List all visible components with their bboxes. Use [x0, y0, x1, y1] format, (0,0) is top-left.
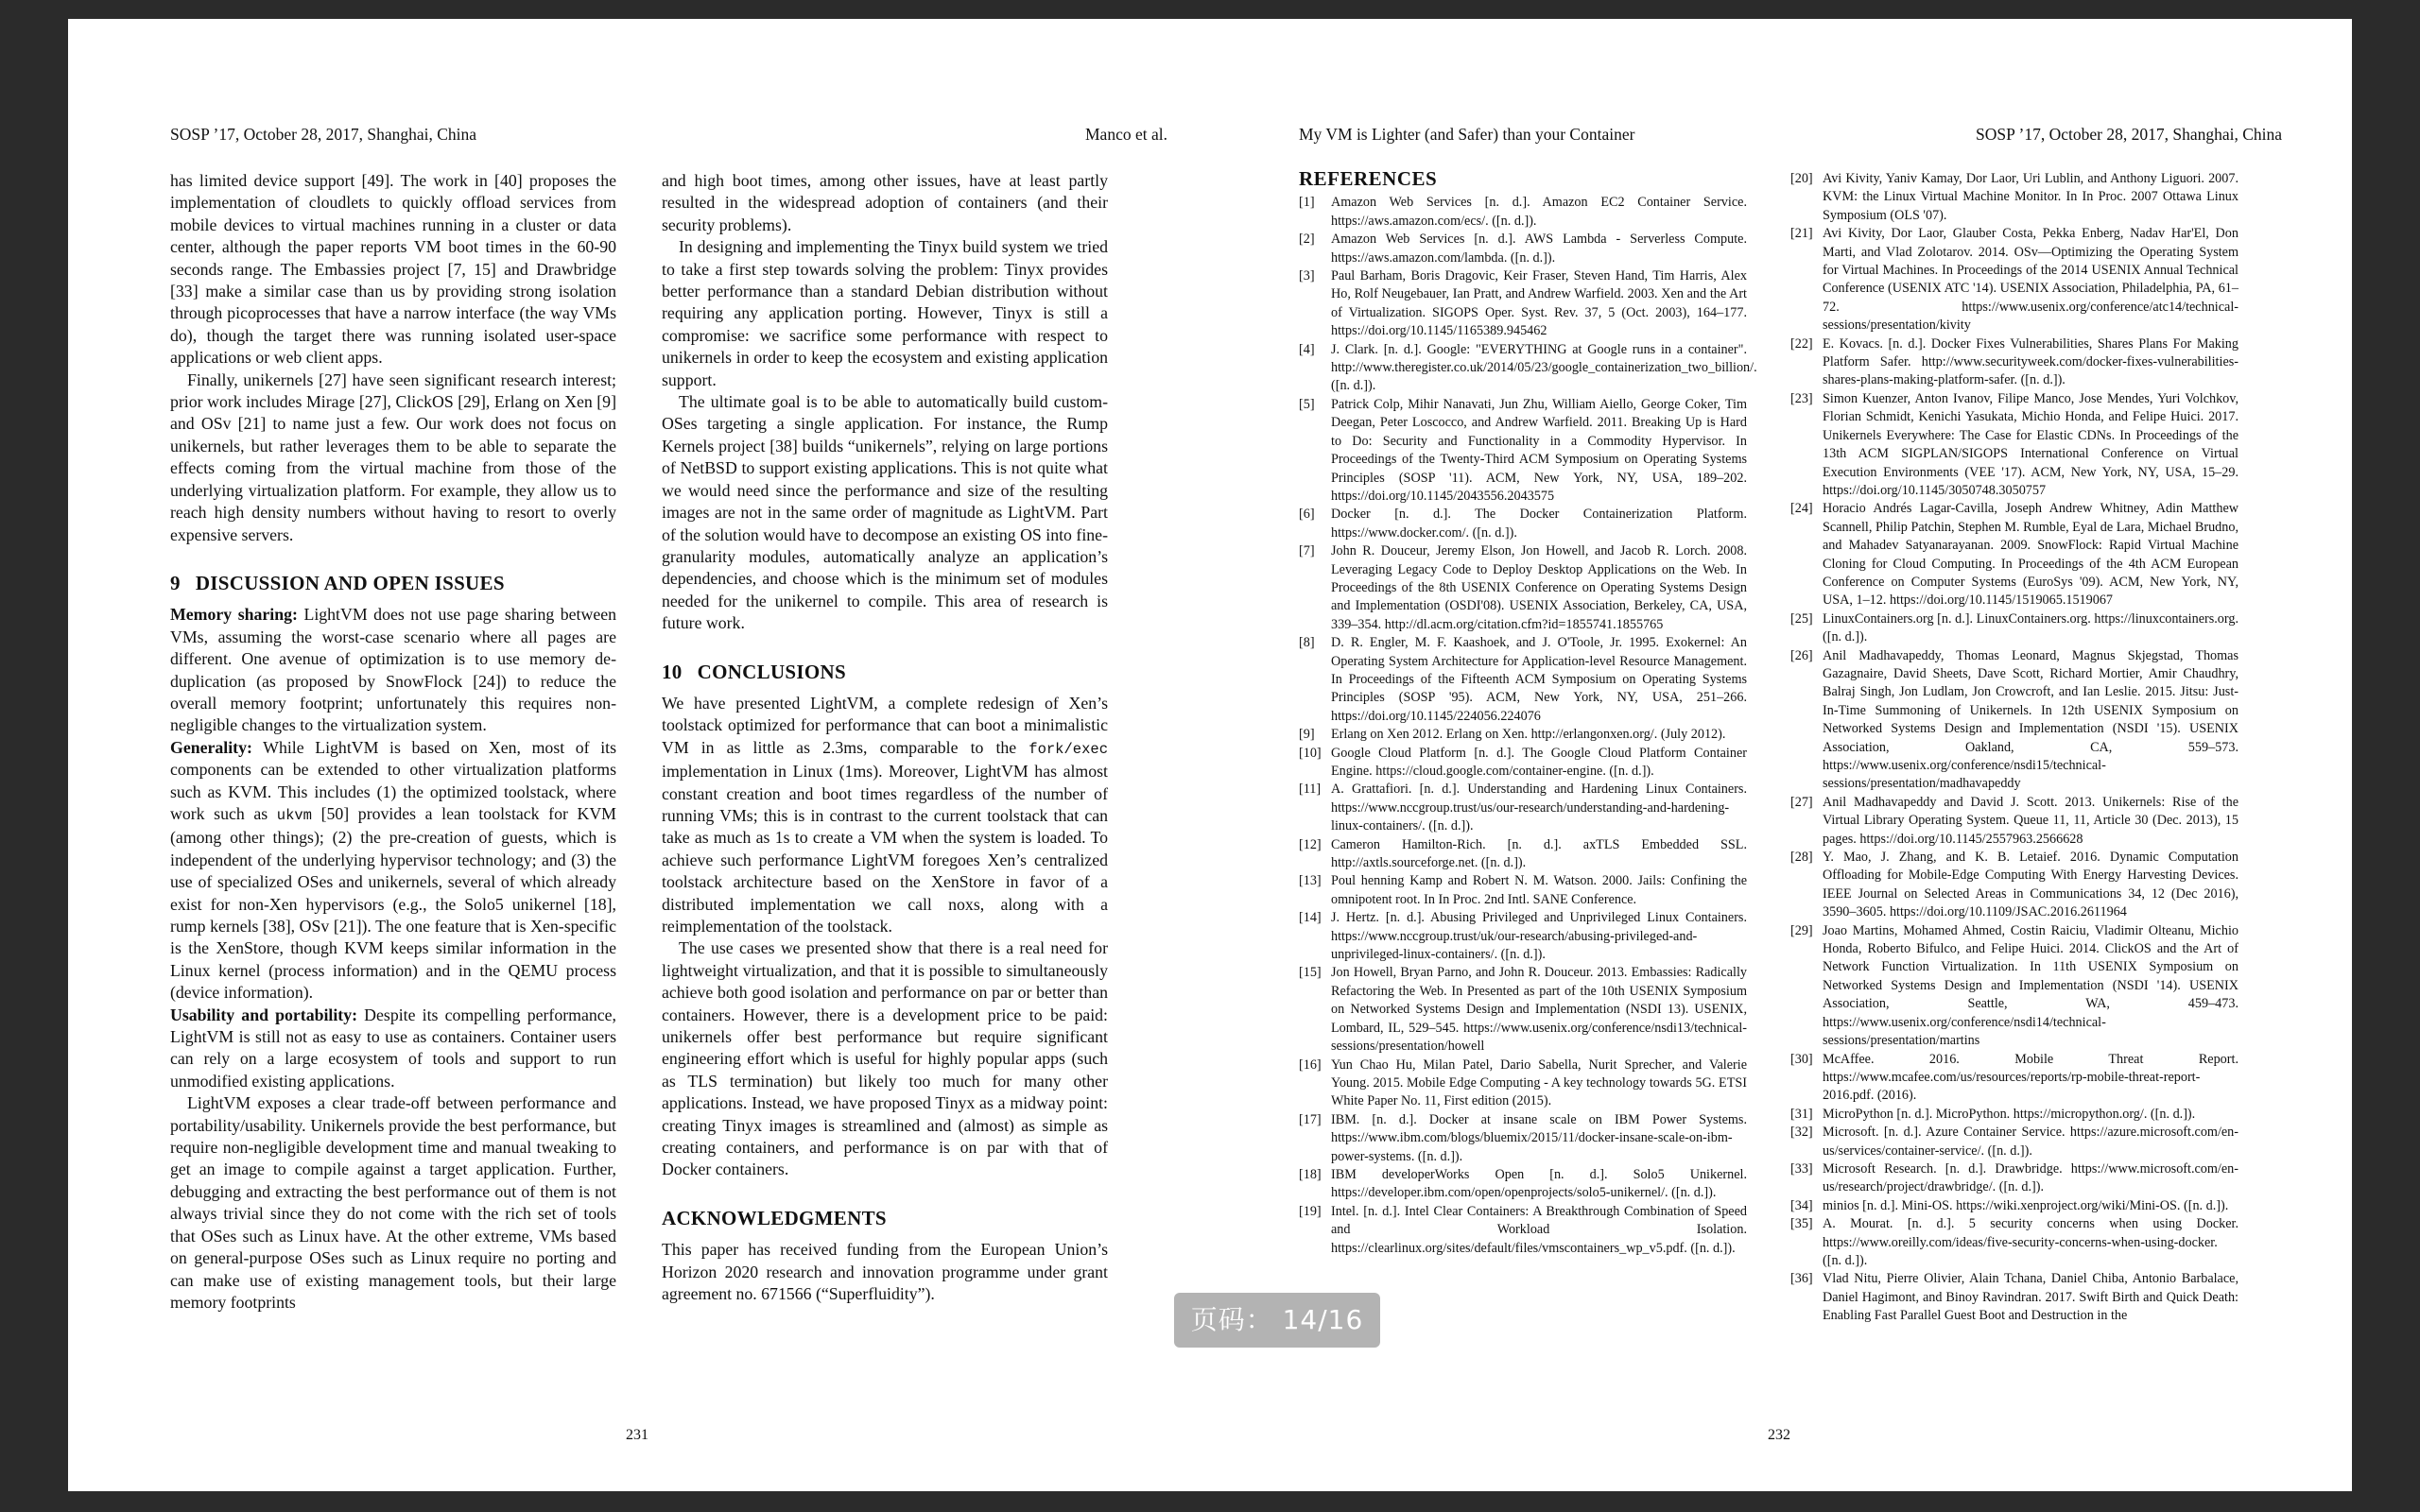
reference-number: [28] [1790, 850, 1813, 866]
reference-entry [1299, 726, 1747, 744]
references-heading: REFERENCES [1299, 167, 1438, 190]
reference-number: [24] [1790, 501, 1813, 517]
paragraph-text: implementation in Linux (1ms). Moreover, LightVM has almost constant creation and boot times regardless of the number of running VMs; this is in contrast to the current toolstack that can take as much as 1s to create a VM when the system is loaded. To achieve such performance LightVM foregoes Xen’s centralized toolstack architecture based on the XenStore in favor of a distributed implementation we call noxs, along with a reimplementation of the toolstack. [662, 762, 1108, 936]
reference-text: Patrick Colp, Mihir Nanavati, Jun Zhu, William Aiello, George Coker, Tim Deegan, Peter Loscocco, and Andrew Warfield. 2011. Breaking Up is Hard to Do: Security and Functionality in a Commodity Hypervisor. In Proceedings of the Twenty-Third ACM Symposium on Operating Systems Principles (SOSP '11). ACM, New York, NY, USA, 189–202. https://doi.org/10.1145/2043556.2043575 [1331, 396, 1747, 504]
reference-text: Anil Madhavapeddy and David J. Scott. 2013. Unikernels: Rise of the Virtual Library Operating System. Queue 11, 11, Article 30 (Dec. 2013), 15 pages. https://doi.org/10.1145/2557963.2566628 [1823, 794, 2238, 847]
reference-text: IBM developerWorks Open [n. d.]. Solo5 Unikernel. https://developer.ibm.com/open/openprojects/solo5-unikernel/. ([n. d.]). [1331, 1166, 1747, 1201]
reference-entry [1790, 1215, 2238, 1270]
reference-entry [1299, 1203, 1747, 1258]
reference-text: Microsoft Research. [n. d.]. Drawbridge. https://www.microsoft.com/en-us/research/project/drawbridge/. ([n. d.]). [1823, 1160, 2238, 1195]
reference-text: Anil Madhavapeddy, Thomas Leonard, Magnus Skjegstad, Thomas Gazagnaire, David Sheets, Dave Scott, Richard Mortier, Amir Chaudhry, Balraj Singh, Jon Ludlam, Jon Crowcroft, and Ian Leslie. 2015. Jitsu: Just-In-Time Summoning of Unikernels. In 12th USENIX Symposium on Networked Systems Design and Implementation (NSDI '15). USENIX Association, Oakland, CA, 559–573. https://www.usenix.org/conference/nsdi15/technical-sessions/presentation/madhavapeddy [1823, 647, 2238, 792]
page-number-right: 232 [1768, 1427, 1790, 1443]
reference-number: [8] [1299, 635, 1315, 651]
reference-entry [1299, 909, 1747, 964]
page-number-left: 231 [626, 1427, 648, 1443]
reference-text: Docker [n. d.]. The Docker Containerization Platform. https://www.docker.com/. ([n. d.]). [1331, 507, 1747, 541]
reference-number: [27] [1790, 794, 1813, 810]
reference-text: J. Hertz. [n. d.]. Abusing Privileged and Unprivileged Linux Containers. https://www.nccgroup.trust/uk/our-research/abusing-privileged-and-unprivileged-linux-containers/. ([n. d.]). [1331, 910, 1747, 963]
section-heading-10 [662, 662, 1108, 683]
reference-text: J. Clark. [n. d.]. Google: "EVERYTHING at Google runs in a container". http://www.theregister.co.uk/2014/05/23/google_containerization_two_billion/. ([n. d.]). [1331, 341, 1757, 394]
reference-number: [7] [1299, 543, 1315, 559]
left-column-2 [662, 170, 1108, 1306]
reference-number: [10] [1299, 745, 1322, 761]
reference-text: Paul Barham, Boris Dragovic, Keir Fraser, Steven Hand, Tim Harris, Alex Ho, Rolf Neugebauer, Ian Pratt, and Andrew Warfield. 2003. Xen and the Art of Virtualization. SIGOPS Oper. Syst. Rev. 37, 5 (Oct. 2003), 164–177. https://doi.org/10.1145/1165389.945462 [1331, 268, 1747, 339]
reference-number: [14] [1299, 910, 1322, 926]
reference-number: [25] [1790, 610, 1813, 627]
reference-entry [1299, 836, 1747, 873]
reference-list [1299, 194, 1757, 1258]
running-header-right: SOSP ’17, October 28, 2017, Shanghai, China [1976, 125, 2283, 144]
reference-entry [1790, 500, 2238, 610]
paragraph-lead: Usability and portability: [170, 1005, 358, 1024]
reference-entry [1299, 1057, 1747, 1111]
reference-entry [1299, 396, 1747, 506]
reference-entry [1299, 634, 1747, 726]
running-header-left: SOSP ’17, October 28, 2017, Shanghai, China [170, 125, 477, 144]
left-column-1 [170, 170, 616, 1314]
reference-text: Joao Martins, Mohamed Ahmed, Costin Raiciu, Vladimir Olteanu, Michio Honda, Roberto Bifulco, and Felipe Huici. 2014. ClickOS and the Art of Network Function Virtualization. In 11th USENIX Symposium on Networked Systems Design and Implementation (NSDI '14). USENIX Association, Seattle, WA, 459–473. https://www.usenix.org/conference/nsdi14/technical-sessions/presentation/martins [1823, 922, 2238, 1049]
reference-number: [18] [1299, 1166, 1322, 1182]
reference-number: [35] [1790, 1216, 1813, 1232]
reference-entry [1299, 542, 1747, 634]
reference-number: [2] [1299, 232, 1315, 248]
reference-entry [1790, 610, 2238, 647]
paragraph: In designing and implementing the Tinyx build system we tried to take a first step towards solving the problem: Tinyx provides better performance than a standard Debian distribution without requiring any application porting. However, Tinyx is still a compromise: we sacrifice some performance with respect to unikernels in order to keep the ecosystem and existing application support. [662, 237, 1108, 389]
reference-text: Cameron Hamilton-Rich. [n. d.]. axTLS Embedded SSL. http://axtls.sourceforge.net. ([n. d.]). [1331, 836, 1747, 871]
reference-number: [21] [1790, 226, 1813, 242]
reference-text: Simon Kuenzer, Anton Ivanov, Filipe Manco, Jose Mendes, Yuri Volchkov, Florian Schmidt, Kenichi Yasukata, Michio Honda, and Felipe Huici. 2017. Unikernels Everywhere: The Case for Elastic CDNs. In Proceedings of the 13th ACM SIGPLAN/SIGOPS International Conference on Virtual Execution Environments (VEE '17). ACM, New York, NY, USA, 15–29. https://doi.org/10.1145/3050748.3050757 [1823, 390, 2238, 498]
reference-text: E. Kovacs. [n. d.]. Docker Fixes Vulnerabilities, Shares Plans For Making Platform Safer. http://www.securityweek.com/docker-fixes-vulnerabilities-shares-plans-making-platform-safer. ([n. d.]). [1823, 335, 2238, 388]
reference-number: [17] [1299, 1111, 1322, 1127]
reference-text: A. Mourat. [n. d.]. 5 security concerns when using Docker. https://www.oreilly.com/ideas/five-security-concerns-when-using-docker. ([n. d.]). [1823, 1216, 2238, 1268]
code-term: fork/exec [1028, 740, 1108, 758]
paragraph-text: [50] provides a lean toolstack for KVM (among other things); (2) the pre-creation of guests, which is independent of the underlying hypervisor technology; and (3) the use of specialized OSes and unikernels, several of which already exist for non-Xen hypervisors (e.g., the Solo5 unikernel [18], rump kernels [38], OSv [21]). The one feature that is Xen-specific is the XenStore, though KVM keeps similar information in the Linux kernel (process information) and in the QEMU process (device information). [170, 803, 616, 1003]
section-number: 9 [170, 571, 181, 594]
paragraph: LightVM exposes a clear trade-off between performance and portability/usability. Unikernels provide the best performance, but require non-negligible development time and manual tweaking to get an image to compile against a target application. Further, debugging and extracting the best performance out of them is not always trivial since they do not come with the rich set of tools that OSes such as Linux have. At the other extreme, VMs based on general-purpose OSes such as Linux require no porting and can make use of existing management tools, but their large memory footprints [170, 1093, 616, 1312]
reference-entry [1299, 781, 1747, 835]
reference-number: [16] [1299, 1057, 1322, 1073]
reference-text: McAffee. 2016. Mobile Threat Report. https://www.mcafee.com/us/resources/reports/rp-mobile-threat-report-2016.pdf. (2016). [1823, 1051, 2238, 1104]
reference-text: Erlang on Xen 2012. Erlang on Xen. http://erlangonxen.org/. (July 2012). [1331, 727, 1726, 743]
reference-entry [1790, 170, 2238, 225]
reference-entry [1299, 964, 1747, 1056]
paragraph-text: Despite its compelling performance, LightVM is still not as easy to use as containers. Container users can rely on a large ecosystem of tools and support to run unmodified existing applications. [170, 1005, 616, 1091]
reference-number: [5] [1299, 396, 1315, 412]
page-indicator-overlay: 页码： 14/16 [1174, 1293, 1380, 1348]
reference-text: Amazon Web Services [n. d.]. AWS Lambda - Serverless Compute. https://aws.amazon.com/lambda. ([n. d.]). [1331, 232, 1747, 266]
reference-text: Horacio Andrés Lagar-Cavilla, Joseph Andrew Whitney, Adin Matthew Scannell, Philip Patchin, Stephen M. Rumble, Eyal de Lara, Michael Brudno, and Mahadev Satyanarayanan. 2009. SnowFlock: Rapid Virtual Machine Cloning for Cloud Computing. In Proceedings of the 4th ACM European Conference on Computer Systems (EuroSys '09). ACM, New York, NY, USA, 1–12. https://doi.org/10.1145/1519065.1519067 [1823, 501, 2238, 609]
running-header-title: My VM is Lighter (and Safer) than your Container [1299, 125, 1635, 144]
paragraph: The ultimate goal is to be able to automatically build custom-OSes targeting a single application. For instance, the Rump Kernels project [38] builds “unikernels”, relying on large portions of NetBSD to support existing applications. This is not quite what we would need since the performance and size of the resulting images are not in the same order of magnitude as LightVM. Part of the solution would have to decompose an existing OS into fine-granularity modules, automatically analyze an application’s dependencies, and choose which is the minimum set of modules needed for the unikernel to compile. This area of research is future work. [662, 392, 1108, 633]
reference-entry [1299, 1166, 1747, 1203]
paragraph: has limited device support [49]. The work in [40] proposes the implementation of cloudlets to quickly offload services from mobile devices to virtual machines running in a cluster or data center, although the paper reports VM boot times in the 60-90 seconds range. The Embassies project [7, 15] and Drawbridge [33] make a similar case than us by providing strong isolation through picoprocesses that have a narrow interface (the way VMs do), though the target there was running isolated user-space applications or web client apps. [170, 171, 616, 368]
reference-text: John R. Douceur, Jeremy Elson, Jon Howell, and Jacob R. Lorch. 2008. Leveraging Legacy Code to Deploy Desktop Applications on the Web. In Proceedings of the 8th USENIX Conference on Operating Systems Design and Implementation (OSDI'08). USENIX Association, Berkeley, CA, USA, 339–354. http://dl.acm.org/citation.cfm?id=1855741.1855765 [1331, 543, 1747, 632]
reference-number: [1] [1299, 195, 1315, 211]
reference-entry [1299, 1111, 1747, 1166]
pdf-spread [68, 19, 2352, 1491]
reference-list [1790, 170, 2238, 1326]
reference-text: Avi Kivity, Dor Laor, Glauber Costa, Pekka Enberg, Nadav Har'El, Don Marti, and Vlad Zolotarov. 2014. OSv—Optimizing the Operating System for Virtual Machines. In Proceedings of the 2014 USENIX Annual Technical Conference (USENIX ATC '14). USENIX Association, Philadelphia, PA, 61–72. https://www.usenix.org/conference/atc14/technical-sessions/presentation/kivity [1823, 226, 2238, 334]
reference-text: D. R. Engler, M. F. Kaashoek, and J. O'Toole, Jr. 1995. Exokernel: An Operating System Architecture for Application-level Resource Management. In Proceedings of the Fifteenth ACM Symposium on Operating Systems Principles (SOSP '95). ACM, New York, NY, USA, 251–266. https://doi.org/10.1145/224056.224076 [1331, 635, 1747, 724]
reference-text: LinuxContainers.org [n. d.]. LinuxContainers.org. https://linuxcontainers.org. ([n. d.]). [1823, 610, 2238, 645]
reference-text: Google Cloud Platform [n. d.]. The Google Cloud Platform Container Engine. https://cloud.google.com/container-engine. ([n. d.]). [1331, 745, 1747, 779]
paragraph-lead: Memory sharing: [170, 605, 298, 625]
reference-entry [1299, 745, 1747, 782]
reference-number: [11] [1299, 782, 1322, 798]
reference-number: [30] [1790, 1051, 1813, 1067]
reference-number: [33] [1790, 1160, 1813, 1177]
reference-text: Y. Mao, J. Zhang, and K. B. Letaief. 2016. Dynamic Computation Offloading for Mobile-Edge Computing With Energy Harvesting Devices. IEEE Journal on Selected Areas in Communications 34, 12 (Dec 2016), 3590–3605. https://doi.org/10.1109/JSAC.2016.2611964 [1823, 850, 2238, 920]
reference-entry [1299, 506, 1747, 542]
reference-entry [1299, 267, 1747, 341]
references-column-1 [1299, 167, 1757, 1258]
paragraph-text: While LightVM is based on Xen, most of its components can be extended to other virtualization platforms such as KVM. This includes (1) the optimized toolstack, where work such as [170, 737, 616, 823]
paragraph: and high boot times, among other issues, have at least partly resulted in the widespread adoption of containers (and their security problems). [662, 171, 1108, 234]
paragraph-text: LightVM does not use page sharing between VMs, assuming the worst-case scenario where all pages are different. One avenue of optimization is to use memory de-duplication (as proposed by SnowFlock [24]) to reduce the overall memory footprint; unfortunately this requires non-negligible changes to the virtualization system. [170, 605, 616, 735]
reference-entry [1790, 922, 2238, 1051]
section-title: CONCLUSIONS [697, 660, 846, 683]
reference-number: [34] [1790, 1197, 1813, 1213]
reference-text: A. Grattafiori. [n. d.]. Understanding and Hardening Linux Containers. https://www.nccgroup.trust/us/our-research/understanding-and-hardening-linux-containers/. ([n. d.]). [1331, 782, 1747, 834]
reference-number: [32] [1790, 1125, 1813, 1141]
reference-entry [1299, 341, 1757, 396]
reference-entry [1299, 231, 1747, 267]
reference-text: Jon Howell, Bryan Parno, and John R. Douceur. 2013. Embassies: Radically Refactoring the Web. In Presented as part of the 10th USENIX Symposium on Networked Systems Design and Implementation (NSDI 13). USENIX, Lombard, IL, 529–545. https://www.usenix.org/conference/nsdi13/technical-sessions/presentation/howell [1331, 965, 1747, 1055]
reference-number: [6] [1299, 507, 1315, 523]
reference-number: [29] [1790, 922, 1813, 938]
reference-entry [1790, 1197, 2238, 1215]
reference-number: [13] [1299, 873, 1322, 889]
paragraph: Finally, unikernels [27] have seen significant research interest; prior work includes Mirage [27], ClickOS [29], Erlang on Xen [9] and OSv [21] to name just a few. Our work does not focus on unikernels, but rather leverages them to be able to separate the effects coming from the virtual machine from those of the underlying virtualization platform. For example, they allow us to reach high density numbers without having to resort to overly expensive servers. [170, 369, 616, 544]
section-title: DISCUSSION AND OPEN ISSUES [195, 571, 505, 594]
reference-number: [31] [1790, 1106, 1813, 1122]
code-term: ukvm [276, 806, 312, 824]
reference-entry [1790, 647, 2238, 794]
reference-text: minios [n. d.]. Mini-OS. https://wiki.xenproject.org/wiki/Mini-OS. ([n. d.]). [1823, 1197, 2229, 1213]
paragraph-lead: Generality: [170, 737, 252, 757]
reference-number: [19] [1299, 1203, 1322, 1219]
reference-entry [1790, 1124, 2238, 1160]
reference-number: [23] [1790, 390, 1813, 406]
reference-text: Yun Chao Hu, Milan Patel, Dario Sabella, Nurit Sprecher, and Valerie Young. 2015. Mobile Edge Computing - A key technology towards 5G. ETSI White Paper No. 11, First edition (2015). [1331, 1057, 1747, 1109]
paragraph: This paper has received funding from the European Union’s Horizon 2020 research and innovation programme under grant agreement no. 671566 (“Superfluidity”). [662, 1240, 1108, 1304]
reference-number: [9] [1299, 727, 1315, 743]
reference-number: [20] [1790, 171, 1813, 186]
reference-entry [1790, 1051, 2238, 1106]
reference-entry [1790, 1160, 2238, 1197]
reference-entry [1790, 1106, 2238, 1124]
reference-number: [36] [1790, 1271, 1813, 1287]
reference-entry [1299, 872, 1747, 909]
paragraph [170, 1005, 616, 1093]
reference-entry [1790, 849, 2238, 922]
reference-text: Vlad Nitu, Pierre Olivier, Alain Tchana, Daniel Chiba, Antonio Barbalace, Daniel Hagimont, and Binoy Ravindran. 2017. Swift Birth and Quick Death: Enabling Fast Parallel Guest Boot and Destruction in the [1823, 1271, 2238, 1324]
paragraph: The use cases we presented show that there is a real need for lightweight virtualization, and that it is possible to simultaneously achieve both good isolation and performance on par or better than containers. However, there is a development price to be paid: unikernels offer best performance but require significant engineering effort which is useful for highly popular apps (such as TLS termination) but likely too much for many other applications. Instead, we have proposed Tinyx as a midway point: creating Tinyx images is streamlined and (almost) as simple as creating containers, and performance is on par with that of Docker containers. [662, 938, 1108, 1179]
reference-text: Avi Kivity, Yaniv Kamay, Dor Laor, Uri Lublin, and Anthony Liguori. 2007. KVM: the Linux Virtual Machine Monitor. In In Proc. 2007 Ottawa Linux Symposium (OLS '07). [1823, 171, 2238, 223]
reference-text: Microsoft. [n. d.]. Azure Container Service. https://azure.microsoft.com/en-us/services/container-service/. ([n. d.]). [1823, 1125, 2238, 1159]
reference-text: Poul henning Kamp and Robert N. M. Watson. 2000. Jails: Confining the omnipotent root. In In Proc. 2nd Intl. SANE Conference. [1331, 873, 1747, 907]
section-number: 10 [662, 660, 683, 683]
reference-entry [1299, 194, 1747, 231]
reference-entry [1790, 390, 2238, 500]
section-heading-9 [170, 573, 616, 594]
reference-number: [4] [1299, 341, 1315, 357]
references-column-2 [1790, 170, 2238, 1326]
paragraph [170, 737, 616, 1005]
reference-number: [3] [1299, 268, 1315, 284]
reference-text: MicroPython [n. d.]. MicroPython. https://micropython.org/. ([n. d.]). [1823, 1106, 2196, 1122]
reference-text: Amazon Web Services [n. d.]. Amazon EC2 Container Service. https://aws.amazon.com/ecs/. ([n. d.]). [1331, 195, 1747, 229]
reference-number: [26] [1790, 647, 1813, 663]
reference-number: [22] [1790, 335, 1813, 352]
right-page [1210, 19, 2352, 1491]
reference-number: [12] [1299, 836, 1322, 852]
reference-entry [1790, 225, 2238, 335]
reference-number: [15] [1299, 965, 1322, 981]
reference-entry [1790, 794, 2238, 849]
reference-text: Intel. [n. d.]. Intel Clear Containers: A Breakthrough Combination of Speed and Workload Isolation. https://clearlinux.org/sites/default/files/vmscontainers_wp_v5.pdf. ([n. d.]). [1331, 1203, 1747, 1256]
left-page [68, 19, 1210, 1491]
acknowledgments-heading: ACKNOWLEDGMENTS [662, 1206, 887, 1229]
paragraph-text: We have presented LightVM, a complete redesign of Xen’s toolstack optimized for performance that can boot a minimalistic VM in as little as 2.3ms, comparable to the [662, 693, 1108, 757]
paragraph [662, 693, 1108, 937]
paragraph [170, 604, 616, 736]
running-header-author: Manco et al. [1085, 125, 1167, 144]
reference-entry [1790, 335, 2238, 390]
reference-text: IBM. [n. d.]. Docker at insane scale on IBM Power Systems. https://www.ibm.com/blogs/bluemix/2015/11/docker-insane-scale-on-ibm-power-systems. ([n. d.]). [1331, 1111, 1747, 1164]
reference-entry [1790, 1270, 2238, 1325]
